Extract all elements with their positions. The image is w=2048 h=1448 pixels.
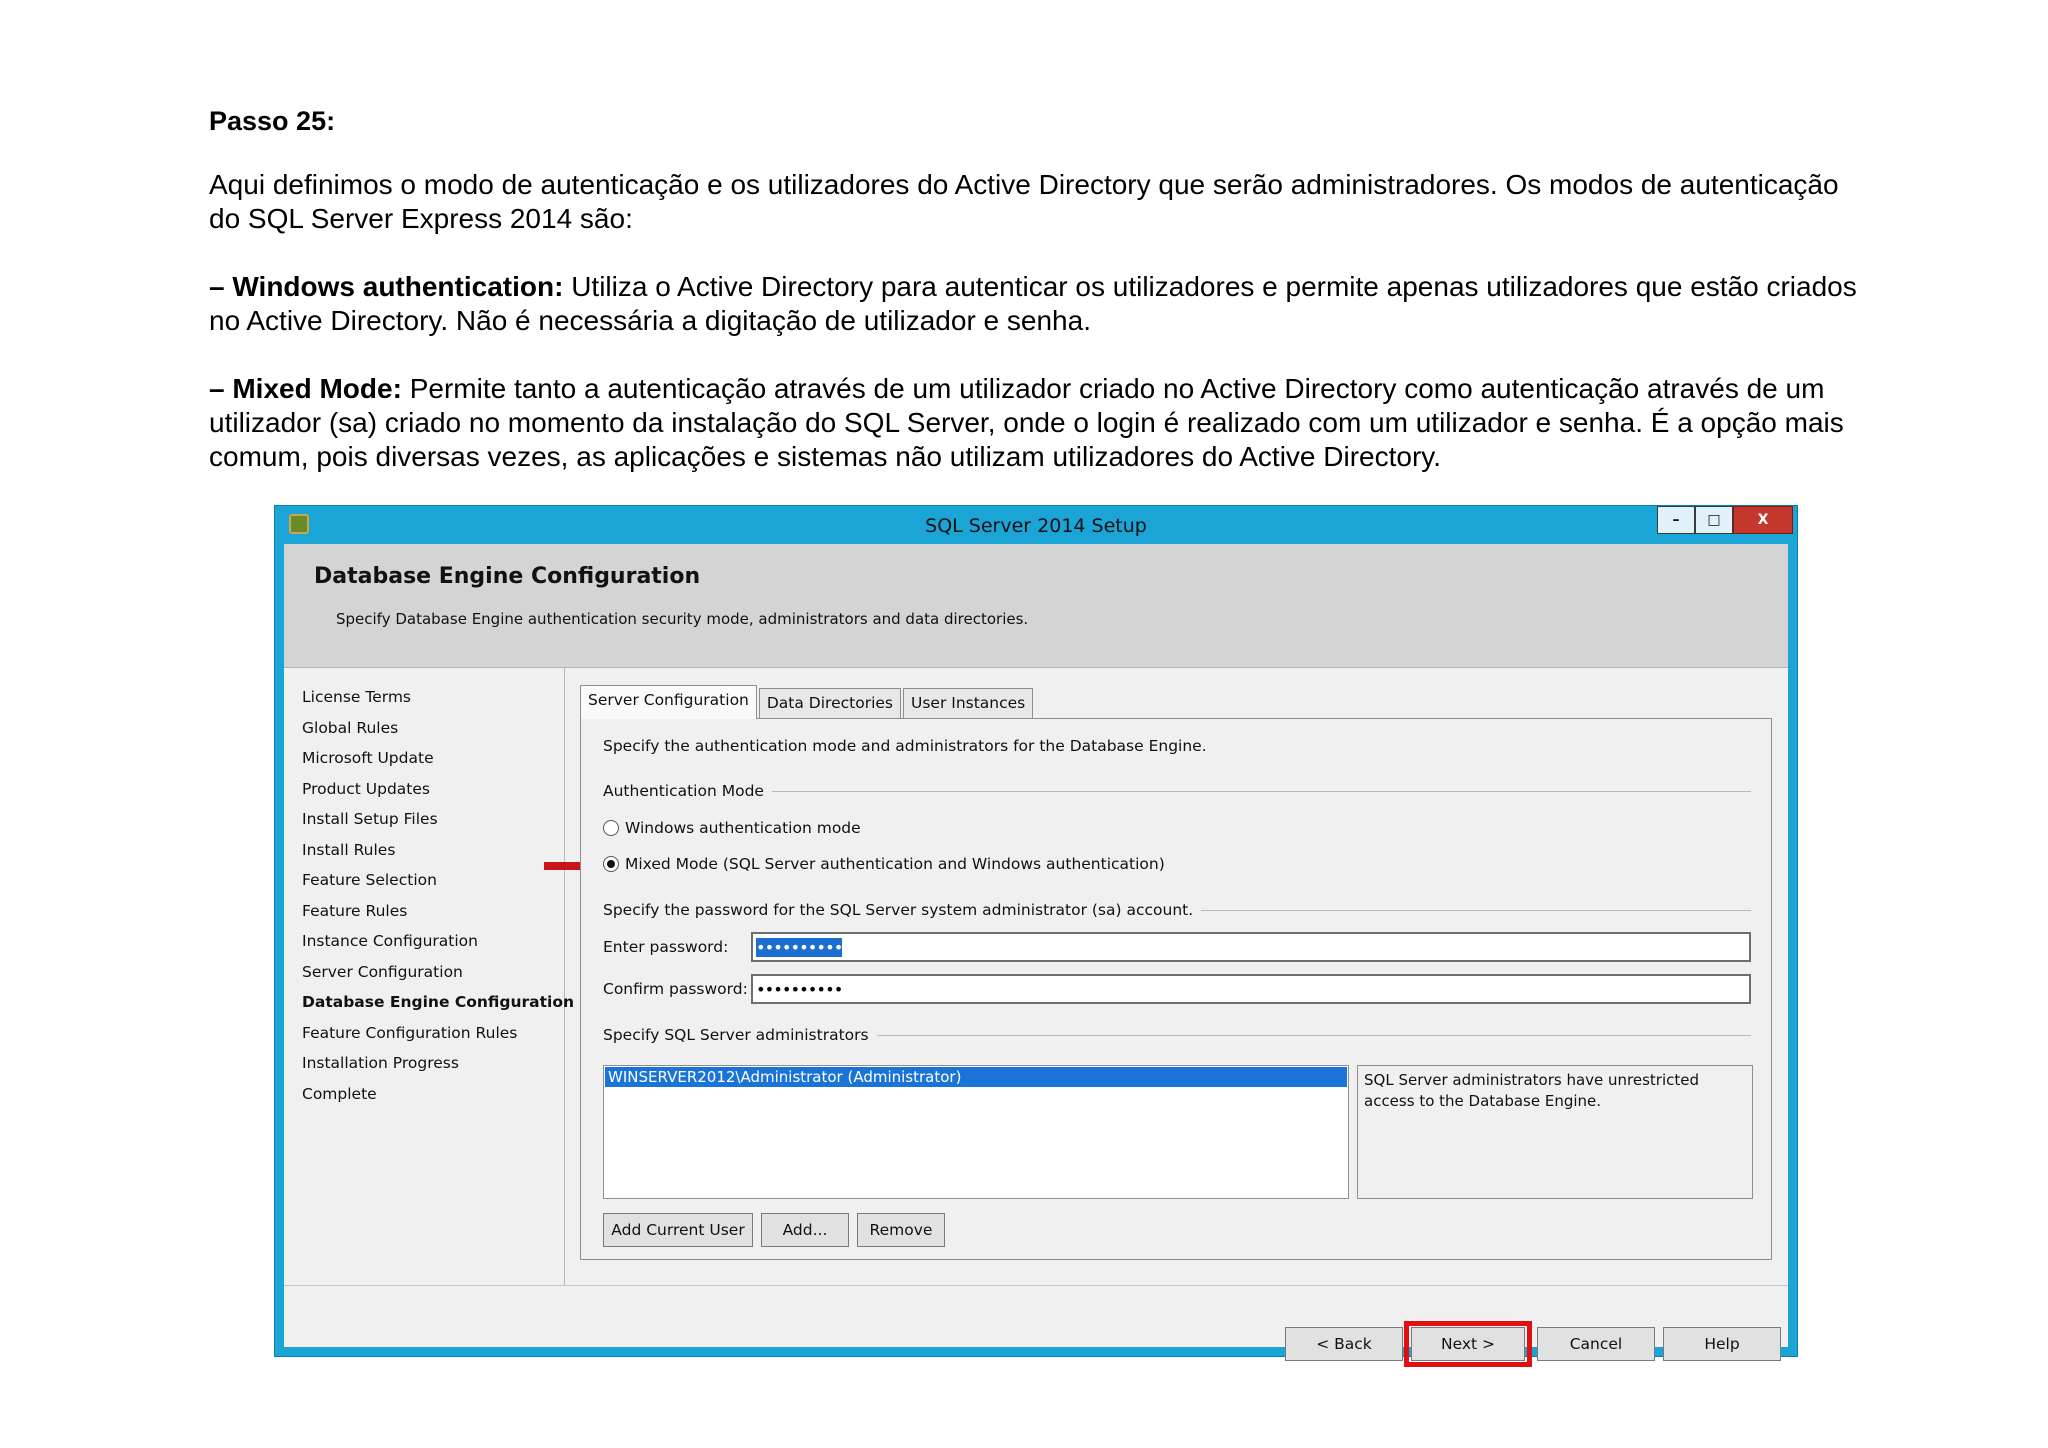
windows-auth-description: Utiliza o Active Directory para autenticar os utilizadores e permite apenas utilizadores que estão criados no Active Directory. Não é necessária a digitação de utilizador e senha.	[209, 271, 1857, 336]
tab-user-instances[interactable]: User Instances	[903, 688, 1033, 718]
nav-item-instance-configuration[interactable]: Instance Configuration	[302, 932, 478, 950]
admins-note: SQL Server administrators have unrestricted access to the Database Engine.	[1357, 1065, 1753, 1199]
windows-auth-paragraph	[209, 270, 1869, 338]
add-current-user-button[interactable]: Add Current User	[603, 1213, 753, 1247]
minimize-button[interactable]: –	[1657, 506, 1695, 534]
window-controls	[1657, 506, 1793, 536]
nav-item-microsoft-update[interactable]: Microsoft Update	[302, 749, 434, 767]
admins-group	[603, 1025, 1751, 1045]
auth-mode-group	[603, 781, 1751, 801]
nav-item-complete[interactable]: Complete	[302, 1084, 377, 1103]
radio-mixed-mode[interactable]	[603, 855, 1165, 873]
footer-divider	[284, 1285, 1788, 1286]
mixed-mode-description: Permite tanto a autenticação através de um utilizador criado no Active Directory como autenticação através de um utilizador (sa) criado no momento da instalação do SQL Server, onde o login é realizado com um utilizador e senha. É a opção mais comum, pois diversas vezes, as aplicações e sistemas não utilizam utilizadores do Active Directory.	[209, 373, 1844, 472]
enter-password-row	[603, 931, 1751, 963]
admins-list[interactable]	[603, 1065, 1349, 1199]
radio-mixed-mode-label: Mixed Mode (SQL Server authentication and Windows authentication)	[625, 855, 1165, 873]
window-client	[284, 544, 1788, 1353]
list-item[interactable]: WINSERVER2012\Administrator (Administrator)	[605, 1067, 1347, 1087]
nav-item-install-setup-files[interactable]: Install Setup Files	[302, 810, 438, 828]
nav-item-license-terms[interactable]: License Terms	[302, 688, 412, 706]
server-configuration-panel	[580, 718, 1772, 1260]
nav-item-feature-selection[interactable]: Feature Selection	[302, 871, 437, 889]
window-title: SQL Server 2014 Setup	[925, 515, 1147, 537]
radio-mixed-mode-control[interactable]	[603, 856, 619, 872]
step-title: Passo 25:	[209, 106, 336, 136]
page-subtitle: Specify Database Engine authentication security mode, administrators and data directories.	[336, 610, 1029, 628]
help-button[interactable]: Help	[1663, 1327, 1781, 1361]
confirm-password-label: Confirm password:	[603, 980, 748, 998]
remove-button[interactable]: Remove	[857, 1213, 945, 1247]
close-button[interactable]: X	[1733, 506, 1793, 534]
intro-paragraph: Aqui definimos o modo de autenticação e os utilizadores do Active Directory que serão administradores. Os modos de autenticação do SQL Server Express 2014 são:	[209, 169, 1839, 234]
nav-item-database-engine-configuration[interactable]: Database Engine Configuration	[302, 993, 575, 1011]
radio-windows-auth-control[interactable]	[603, 820, 619, 836]
page-header	[284, 544, 1788, 668]
enter-password-label: Enter password:	[603, 938, 729, 956]
nav-item-server-configuration[interactable]: Server Configuration	[302, 962, 463, 981]
mixed-mode-term: – Mixed Mode:	[209, 373, 402, 404]
radio-windows-auth[interactable]	[603, 819, 861, 837]
mixed-mode-paragraph	[209, 372, 1869, 474]
panel-intro: Specify the authentication mode and administrators for the Database Engine.	[603, 737, 1207, 755]
enter-password-value: ••••••••••	[756, 937, 843, 957]
confirm-password-input[interactable]	[751, 974, 1751, 1004]
nav-item-install-rules[interactable]: Install Rules	[302, 840, 396, 859]
confirm-password-row	[603, 973, 1751, 1005]
enter-password-input[interactable]	[751, 932, 1751, 962]
nav-item-installation-progress[interactable]: Installation Progress	[302, 1054, 459, 1072]
back-button[interactable]: < Back	[1285, 1327, 1403, 1361]
add-button[interactable]: Add...	[761, 1213, 849, 1247]
setup-window	[274, 505, 1798, 1357]
password-group	[603, 900, 1751, 920]
nav-item-feature-configuration-rules[interactable]: Feature Configuration Rules	[302, 1023, 518, 1042]
nav-item-product-updates[interactable]: Product Updates	[302, 779, 430, 798]
tab-bar	[580, 684, 1035, 718]
radio-windows-auth-label: Windows authentication mode	[625, 819, 861, 837]
nav-item-global-rules[interactable]: Global Rules	[302, 718, 399, 737]
tab-data-directories[interactable]: Data Directories	[759, 688, 901, 718]
confirm-password-value: ••••••••••	[756, 979, 843, 999]
password-group-label: Specify the password for the SQL Server system administrator (sa) account.	[603, 901, 1194, 919]
tab-server-configuration[interactable]: Server Configuration	[580, 685, 757, 719]
wizard-steps-nav	[284, 668, 575, 1285]
title-bar	[275, 506, 1797, 544]
auth-mode-label: Authentication Mode	[603, 782, 764, 800]
maximize-button[interactable]: □	[1695, 506, 1733, 534]
admins-group-label: Specify SQL Server administrators	[603, 1026, 869, 1044]
cancel-button[interactable]: Cancel	[1537, 1327, 1655, 1361]
nav-item-feature-rules[interactable]: Feature Rules	[302, 901, 408, 920]
windows-auth-term: – Windows authentication:	[209, 271, 564, 302]
next-button[interactable]: Next >	[1411, 1327, 1525, 1361]
page-title: Database Engine Configuration	[314, 564, 701, 589]
